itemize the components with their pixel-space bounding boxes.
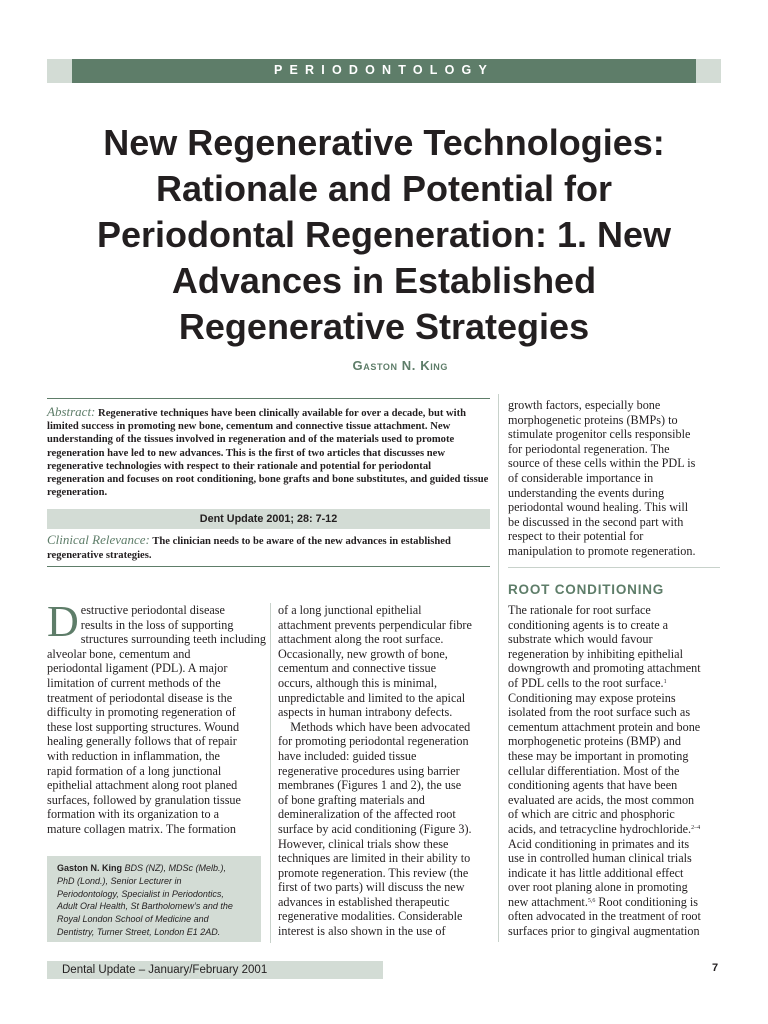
abstract — [47, 405, 490, 499]
text-line: alveolar bone, cementum and — [47, 646, 191, 661]
text-line: Acid conditioning in primates and its — [508, 836, 690, 851]
text-line: limitation of current methods of the — [47, 675, 221, 690]
drop-cap: D — [47, 597, 79, 646]
text-line: formation with its organization to a — [47, 807, 220, 822]
text-line: unpredictable and limited to the apical — [278, 690, 466, 705]
bio-line — [57, 862, 257, 875]
section-band — [47, 59, 721, 83]
article-title — [40, 120, 728, 350]
text-line: have included: guided tissue — [278, 748, 417, 763]
title-line: Advances in Established — [171, 260, 597, 301]
text-line: results in the loss of supporting — [80, 617, 234, 632]
text-line: healing generally follows that of repair — [47, 734, 237, 749]
text-line: regenerative modalities. Considerable — [278, 909, 463, 924]
text-line: of considerable importance in — [508, 470, 654, 485]
page-number: 7 — [712, 962, 719, 974]
text-line: treatment of periodontal disease is the — [47, 690, 233, 705]
text-line: morphogenetic proteins (BMP) and — [508, 734, 681, 749]
text-line: indicate it has little additional effect — [508, 865, 684, 880]
text-line: attachment prevents perpendicular fibre — [278, 617, 472, 632]
text-line: evaluated are acids, the most common — [508, 792, 695, 807]
text-line: with reduction in inflammation, the — [47, 748, 220, 763]
bio-line: Periodontology, Specialist in Periodontics, — [57, 888, 224, 899]
text-line: occurs, although this is minimal, — [278, 675, 438, 690]
text-line: estructive periodontal disease — [80, 603, 225, 617]
bio-line: Royal London School of Medicine and — [57, 914, 209, 925]
body-column-2 — [278, 603, 492, 939]
text-line: surfaces, followed by granulation tissue — [47, 792, 241, 807]
reference-marker: 2–4 — [691, 824, 701, 831]
citation-bar: Dent Update 2001; 28: 7-12 — [47, 509, 490, 529]
text-line: Occasionally, new growth of bone, — [278, 646, 448, 661]
column-divider — [498, 394, 499, 942]
text-line: periodontal ligament (PDL). A major — [47, 661, 228, 676]
page-footer: Dental Update – January/February 2001 — [47, 961, 383, 979]
column-rule — [508, 567, 720, 568]
text-line: these lost supporting structures. Wound — [47, 719, 240, 734]
section-label: PERIODONTOLOGY — [273, 63, 495, 77]
bio-line: Dentistry, Turner Street, London E1 2AD. — [57, 926, 221, 937]
bio-credentials: BDS (NZ), MDSc (Melb.), — [122, 863, 227, 873]
text-line: promote regeneration. This review (the — [278, 865, 469, 880]
text-line: stimulate progenitor cells responsible — [508, 427, 691, 442]
text-line: over root planing alone in promoting — [508, 880, 688, 895]
text-line: membranes (Figures 1 and 2), the use — [278, 778, 462, 793]
title-line: New Regenerative Technologies: — [103, 122, 665, 163]
bio-line: PhD (Lond.), Senior Lecturer in — [57, 875, 182, 886]
text-line: be discussed in the second part with — [508, 514, 684, 529]
abstract-text: Regenerative techniques have been clinically available for over a decade, but with limited success in promoting new bone, cementum and connective tissue attachment. New understanding of the tissues involved in regeneration and of the materials used to promote regeneration have led to new advances. This is the first of two articles that discusses new regenerative technologies with respect to their rationale and potential for periodontal regeneration and focuses on root conditioning, bone grafts and bone substitutes, and guided tissue regeneration. — [47, 408, 489, 499]
text-line: of bone grafting materials and — [278, 792, 425, 807]
text-line: morphogenetic proteins (BMPs) to — [508, 412, 678, 427]
text-line: surface by acid conditioning (Figure 3). — [278, 821, 472, 836]
text-line: mature collagen matrix. The formation — [47, 821, 236, 836]
text-line: regenerative procedures using barrier — [278, 763, 460, 778]
text-line-body: new attachment. — [508, 894, 588, 909]
text-line: for periodontal regeneration. The — [508, 441, 670, 456]
text-line: growth factors, especially bone — [508, 398, 661, 412]
text-line: understanding the events during — [508, 485, 665, 500]
text-line: cementum attachment protein and bone — [508, 719, 701, 734]
title-line: Rationale and Potential for — [155, 168, 613, 209]
text-line: conditioning agents that have been — [508, 778, 678, 793]
bio-author-name: Gaston N. King — [57, 863, 122, 873]
text-line: these may be important in promoting — [508, 748, 689, 763]
text-line — [508, 822, 722, 837]
text-line: respect to their potential for — [508, 529, 644, 544]
reference-marker: 5,6 — [587, 897, 596, 904]
text-line: often advocated in the treatment of root — [508, 909, 701, 924]
abstract-bottom-rule — [47, 566, 490, 567]
text-line: downgrowth and promoting attachment — [508, 661, 701, 676]
text-line: first of two parts) will discuss the new — [278, 880, 465, 895]
text-line: structures surrounding teeth including — [80, 632, 266, 647]
text-line: source of these cells within the PDL is — [508, 456, 696, 471]
text-line: substrate which would favour — [508, 632, 653, 647]
text-line-body: acids, and tetracycline hydrochloride. — [508, 821, 692, 836]
bio-line: Adult Oral Health, St Bartholomew’s and the — [57, 901, 233, 912]
text-line: advances in established therapeutic — [278, 894, 450, 909]
text-line: for promoting periodontal regeneration — [278, 734, 469, 749]
text-line — [508, 895, 722, 910]
text-line: techniques are limited in their ability to — [278, 851, 471, 866]
text-line: cellular differentiation. Most of the — [508, 763, 680, 778]
text-line — [508, 676, 722, 691]
text-line: attachment along the root surface. — [278, 632, 444, 647]
text-line: use in controlled human clinical trials — [508, 851, 692, 866]
title-line: Regenerative Strategies — [178, 306, 590, 347]
author-bio — [57, 862, 257, 939]
clinical-label: Clinical Relevance: — [47, 532, 150, 547]
text-line: epithelial attachment along root planed — [47, 778, 238, 793]
text-line-tail: Root conditioning is — [595, 894, 698, 909]
body-column-3-bottom — [508, 603, 722, 939]
reference-marker: 1 — [663, 678, 667, 685]
text-line: conditioning agents is to create a — [508, 617, 669, 632]
column-divider — [270, 603, 271, 943]
clinical-text: The clinician needs to be aware of the new advances in established regenerative strategies. — [47, 536, 451, 561]
text-line: rapid formation of a long junctional — [47, 763, 222, 778]
text-line: Methods which have been advocated — [278, 719, 471, 734]
title-line: Periodontal Regeneration: 1. New — [96, 214, 672, 255]
text-line: cementum and connective tissue — [278, 661, 437, 676]
text-line: demineralization of the affected root — [278, 807, 456, 822]
abstract-label: Abstract: — [47, 404, 96, 419]
text-line: However, clinical trials show these — [278, 836, 449, 851]
text-line: of which are citric and phosphoric — [508, 807, 675, 822]
author-byline — [353, 358, 448, 373]
text-line: The rationale for root surface — [508, 603, 651, 617]
text-line: of a long junctional epithelial — [278, 603, 422, 617]
clinical-relevance — [47, 533, 490, 562]
section-heading-root-conditioning: ROOT CONDITIONING — [508, 582, 665, 597]
author-bio-box — [47, 856, 261, 942]
author-name: Gaston N. King — [352, 358, 448, 373]
body-column-1 — [47, 597, 266, 837]
text-line: Conditioning may expose proteins — [508, 690, 676, 705]
text-line-body: of PDL cells to the root surface. — [508, 675, 664, 690]
text-line: isolated from the root surface such as — [508, 705, 691, 720]
abstract-top-rule — [47, 398, 490, 399]
text-line: difficulty in promoting regeneration of — [47, 705, 236, 720]
text-line: regeneration by inhibiting epithelial — [508, 646, 683, 661]
text-line: surfaces prior to gingival augmentation — [508, 924, 700, 939]
text-line: periodontal wound healing. This will — [508, 500, 689, 515]
text-line: aspects in human intrabony defects. — [278, 705, 453, 720]
text-line: manipulation to promote regeneration. — [508, 543, 696, 558]
text-line: interest is also shown in the use of — [278, 924, 446, 939]
body-column-3-top — [508, 398, 722, 559]
